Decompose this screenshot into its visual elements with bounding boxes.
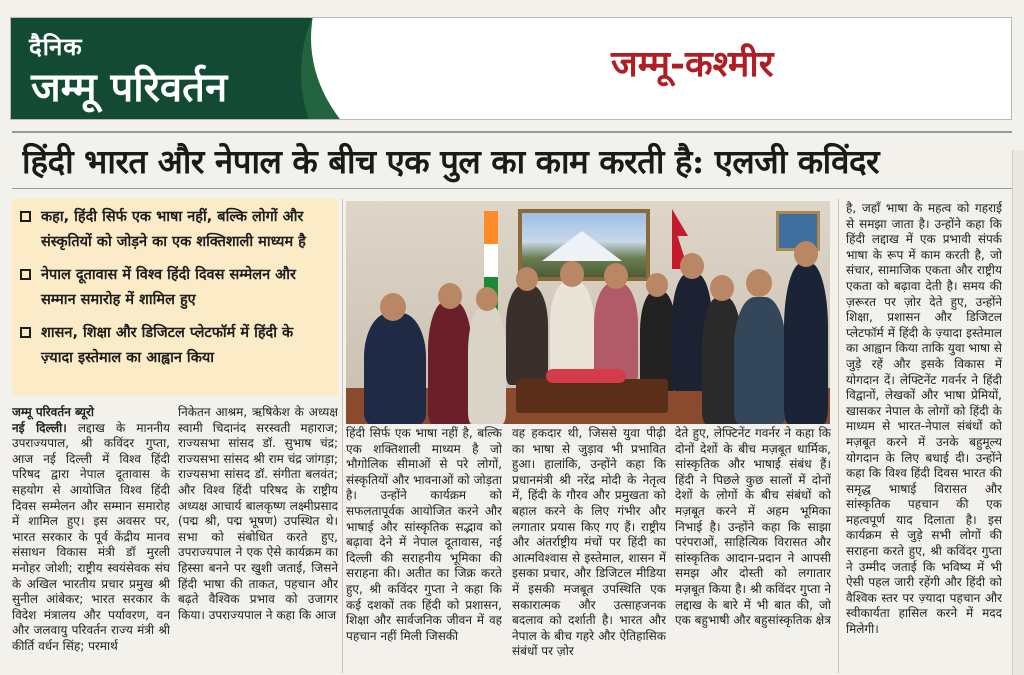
photo-flowers (546, 369, 626, 383)
square-bullet-icon (20, 211, 31, 222)
brand-prefix: दैनिक (29, 32, 83, 61)
square-bullet-icon (20, 327, 31, 338)
photo-person-head (380, 293, 406, 321)
photo-person-head (516, 267, 538, 291)
photo-person (364, 313, 426, 424)
photo-person-head (604, 263, 628, 289)
column-divider (342, 199, 343, 673)
photo-person-head (438, 283, 462, 309)
article-column-5 (675, 426, 831, 673)
photo-person-head (680, 253, 704, 279)
highlights-box (12, 199, 338, 396)
column-text: देते हुए, लेफ्टिनेंट गवर्नर ने कहा कि दोनों देशों के बीच मज़बूत धार्मिक, सांस्कृतिक और भाषाई संबंध हैं। हिंदी ने पिछले कुछ सालों में दोनों देशों के लोगों के बीच संबंधों को मज़बूत करने में अहम भूमिका निभाई है। उन्होंने कहा कि साझा परंपराओं, साहित्यिक विरासत और सांस्कृतिक आदान-प्रदान ने आपसी समझ और दोस्ती को लगातार मज़बूत किया है। श्री कविंदर गुप्ता ने लद्दाख के बारे में भी बात की, जो एक बहुभाषी और बहुसांस्कृतिक क्षेत्र (675, 426, 831, 628)
highlight-text: नेपाल दूतावास में विश्व हिंदी दिवस सम्मेलन और सम्मान समारोह में शामिल हुए (41, 267, 296, 308)
column-divider (838, 199, 839, 673)
photo-person (428, 301, 472, 424)
square-bullet-icon (20, 269, 31, 280)
column-text: है, जहाँ भाषा के महत्व को गहराई से समझा जाता है। उन्होंने कहा कि हिंदी लद्दाख में एक प्रभावी संपर्क भाषा के रूप में काम करती है, जो संचार, सामाजिक एकता और राष्ट्रीय एकता को बढ़ावा देती है। समय की ज़रूरत पर ज़ोर देते हुए, उन्होंने शिक्षा, प्रशासन और डिजिटल प्लेटफॉर्म में हिंदी के ज़्यादा इस्तेमाल का आह्वान किया ताकि युवा भाषा से जुड़े रहें और इसके विकास में योगदान दें। लेफ्टिनेंट गवर्नर ने हिंदी विद्वानों, लेखकों और भाषा प्रेमियों, खासकर नेपाल के लोगों को हिंदी के माध्यम से भारत-नेपाल संबंधों को मज़बूत करने में उनके बहुमूल्य योगदान के लिए बधाई दी। उन्होंने कहा कि विश्व हिंदी दिवस भारत की समृद्ध भाषाई विरासत और सांस्कृतिक पहचान की एक महत्वपूर्ण याद दिलाता है। इस कार्यक्रम से जुड़े सभी लोगों की सराहना करते हुए, श्री कविंदर गुप्ता ने उम्मीद जताई कि भविष्य में भी ऐसी पहल जारी रहेंगी और हिंदी को वैश्विक स्तर पर ज़्यादा पहचान और स्वीकार्यता हासिल करने में मदद मिलेगी। (846, 201, 1002, 637)
column-text: वह हकदार थी, जिससे युवा पीढ़ी का भाषा से जुड़ाव भी प्रभावित हुआ। हालांकि, उन्होंने कहा कि प्रधानमंत्री श्री नरेंद्र मोदी के नेतृत्व में, हिंदी के गौरव और प्रमुखता को बहाल करने के लिए गंभीर और लगातार प्रयास किए गए हैं। राष्ट्रीय और अंतर्राष्ट्रीय मंचों पर हिंदी का आत्मविश्वास से इस्तेमाल, शासन में इसका प्रचार, और डिजिटल मीडिया में इसकी मजबूत उपस्थिति एक सकारात्मक और उत्साहजनक बदलाव को दर्शाती है। भारत और नेपाल के बीच गहरे और ऐतिहासिक संबंधों पर ज़ोर (512, 426, 666, 659)
photo-person-head (746, 269, 772, 297)
article-column-1 (12, 405, 170, 673)
brand-name: जम्मू परिवर्तन (31, 64, 228, 111)
photo-person-head (646, 273, 668, 297)
headline-rule-bottom (12, 188, 1012, 189)
headline-rule-top (12, 131, 1012, 133)
photo-person-head (794, 241, 818, 267)
dateline: नई दिल्ली। (12, 420, 67, 435)
article-headline: हिंदी भारत और नेपाल के बीच एक पुल का काम करती है: एलजी कविंदर (22, 142, 880, 181)
photo-snow-peak (542, 231, 622, 261)
highlight-text: शासन, शिक्षा और डिजिटल प्लेटफॉर्म में हिंदी के ज़्यादा इस्तेमाल का आह्वान किया (41, 325, 294, 366)
highlight-text: कहा, हिंदी सिर्फ एक भाषा नहीं, बल्कि लोगों और संस्कृतियों को जोड़ने का एक शक्तिशाली माध्यम है (41, 209, 306, 250)
article-column-2 (178, 405, 338, 673)
article-column-4 (512, 426, 666, 673)
photo-person (468, 305, 506, 424)
column-text: निकेतन आश्रम, ऋषिकेश के अध्यक्ष स्वामी चिदानंद सरस्वती महाराज; राज्यसभा सांसद डॉ. सुभाष चंद्र; राज्यसभा सांसद श्री राम चंद्र जांगड़ा; राज्यसभा सांसद डॉ. संगीता बलवंत; और विश्व हिंदी परिषद के राष्ट्रीय अध्यक्ष आचार्य बालकृष्ण लक्ष्मीप्रसाद (पद्म श्री, पद्म भूषण) उपस्थित थे। सभा को संबोधित करते हुए, उपराज्यपाल ने एक ऐसे कार्यक्रम का हिस्सा बनने पर खुशी जताई, जिसने हिंदी भाषा की ताकत, पहचान और बढ़ते वैश्विक प्रभाव को उजागर किया। उपराज्यपाल ने कहा कि आज (178, 405, 338, 622)
highlight-item (20, 321, 330, 371)
photo-person (734, 297, 786, 424)
photo-person-head (476, 287, 498, 311)
highlight-item (20, 205, 330, 255)
byline: जम्मू परिवर्तन ब्यूरो (12, 405, 95, 419)
column-text: हिंदी सिर्फ एक भाषा नहीं है, बल्कि एक शक्तिशाली माध्यम है जो भौगोलिक सीमाओं से परे लोगों, संस्कृतियों और भावनाओं को जोड़ता है। उन्होंने कार्यक्रम को सफलतापूर्वक आयोजित करने और भाषाई और सांस्कृतिक सद्भाव को बढ़ावा देने में नेपाल दूतावास, नई दिल्ली की सराहनीय भूमिका की सराहना की। अतीत का जिक्र करते हुए, श्री कविंदर गुप्ता ने कहा कि कई दशकों तक हिंदी को प्रशासन, शिक्षा और सार्वजनिक जीवन में वह पहचान नहीं मिली जिसकी (346, 426, 502, 643)
masthead (10, 17, 1012, 120)
column-text: लद्दाख के माननीय उपराज्यपाल, श्री कविंदर गुप्ता, आज नई दिल्ली में विश्व हिंदी परिषद द्वारा नेपाल दूतावास के सहयोग से आयोजित विश्व हिंदी दिवस सम्मेलन और सम्मान समारोह में शामिल हुए। इस अवसर पर, भारत सरकार के पूर्व केंद्रीय मानव संसाधन विकास मंत्री डॉ मुरली मनोहर जोशी; राष्ट्रीय स्वयंसेवक संघ के अखिल भारतीय प्रचार प्रमुख श्री सुनील आंबेकर; भारत सरकार के विदेश मंत्रालय और पर्यावरण, वन और जलवायु परिवर्तन राज्य मंत्री श्री कीर्ति वर्धन सिंह; परमार्थ (12, 420, 170, 653)
event-photo (346, 201, 830, 424)
section-title: जम्मू-कश्मीर (611, 43, 774, 85)
photo-person (640, 291, 676, 391)
photo-person-head (710, 275, 734, 301)
highlight-item (20, 263, 330, 313)
article-column-3 (346, 426, 502, 673)
photo-table (516, 379, 668, 413)
adjacent-page-edge (1012, 150, 1024, 675)
photo-person (506, 285, 548, 385)
photo-person-head (560, 261, 584, 287)
article-column-6 (846, 201, 1002, 673)
photo-person (784, 263, 828, 424)
